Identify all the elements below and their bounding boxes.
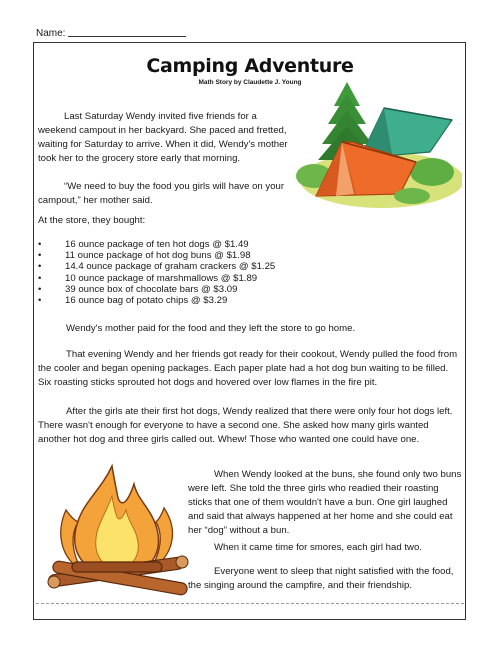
campfire-illustration	[42, 462, 192, 600]
list-item: • 10 ounce package of marshmallows @ $1.89	[38, 273, 275, 284]
story-title: Camping Adventure	[146, 55, 354, 77]
logs-icon	[48, 556, 188, 596]
paragraph-5: That evening Wendy and her friends got ready for their cookout, Wendy pulled the food from the cooler and began opening packages. Each paper plate had a hot dog bun waiting to be filled. Six roasting sticks sprouted hot dogs and hovered over low flames in the fire pit.	[38, 349, 458, 388]
list-item: • 14.4 ounce package of graham crackers @ $1.25	[38, 261, 275, 272]
paragraph-1: Last Saturday Wendy invited five friends for a weekend campout in her backyard. She paced and fretted, waiting for Saturday to arrive. When it did, Wendy's mother took her to the grocery store early that morning.	[38, 111, 288, 164]
story-byline: Math Story by Claudette J. Young	[198, 79, 302, 86]
shopping-list	[38, 239, 275, 306]
paragraph-8: When it came time for smores, each girl had two.	[214, 542, 422, 553]
list-item: • 11 ounce package of hot dog buns @ $1.98	[38, 250, 275, 261]
paragraph-6: After the girls ate their first hot dogs, Wendy realized that there were only four hot dogs left. There wasn't enough for everyone to have a second one. She asked how many girls wanted another hot dog and three girls called out. Whew! Those who wanted one could have one.	[38, 406, 453, 445]
list-item: • 16 ounce bag of potato chips @ $3.29	[38, 295, 275, 306]
paragraph-3: At the store, they bought:	[38, 215, 146, 226]
paragraph-9: Everyone went to sleep that night satisfied with the food, the singing around the campfire, and their friendship.	[188, 566, 454, 591]
name-blank-line[interactable]	[68, 36, 186, 37]
bottom-divider	[36, 603, 464, 604]
camp-scene-illustration	[292, 80, 462, 212]
name-label: Name:	[36, 28, 66, 39]
paragraph-4: Wendy's mother paid for the food and they left the store to go home.	[66, 323, 356, 334]
list-item: • 16 ounce package of ten hot dogs @ $1.49	[38, 239, 275, 250]
paragraph-2: “We need to buy the food you girls will have on your campout,” her mother said.	[38, 181, 285, 206]
campfire-icon	[61, 466, 173, 576]
list-item: • 39 ounce box of chocolate bars @ $3.09	[38, 284, 275, 295]
name-field[interactable]	[36, 28, 186, 39]
paragraph-7: When Wendy looked at the buns, she found only two buns were left. She told the three girls who readied their roasting sticks that one of them wouldn't have a bun. One girl laughed and said that always happened at her home and she could eat her “dog” without a bun.	[188, 469, 462, 536]
